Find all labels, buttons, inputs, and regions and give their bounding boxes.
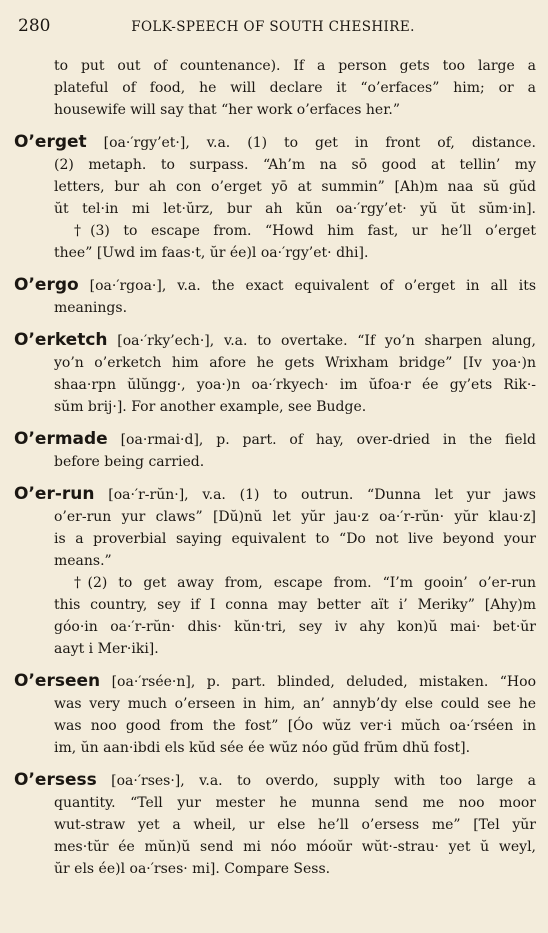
text-line: †(3) to escape from. “Howd him fast, ur he’ll o’erget xyxy=(74,223,536,239)
page-body xyxy=(14,55,536,890)
text-line: shaa·rpn ŭlŭngg·, yoa·)n oa·′rkyech· im ŭfoa·r ée gy’ets Rik·- xyxy=(54,377,536,393)
page-header xyxy=(18,16,528,42)
headword: O’ersess xyxy=(14,770,97,790)
text-line xyxy=(14,769,536,792)
text-line: wut-straw yet a wheil, ur else he’ll o’ersess me” [Tel yŭr xyxy=(54,817,536,833)
headword: O’ermade xyxy=(14,429,108,449)
text-line: was very much o’erseen in him, an’ annyb’dy else could see he xyxy=(54,696,536,712)
running-title: FOLK-SPEECH OF SOUTH CHESHIRE. xyxy=(131,19,415,35)
entry-text: [oa·′rky’ech·], v.a. to overtake. “If yo’n sharpen alung, xyxy=(117,333,537,349)
text-line: thee” [Uwd im faas·t, ŭr ée)l oa·′rgy’et· dhi]. xyxy=(54,245,369,261)
text-line: housewife will say that “her work o’erfaces her.” xyxy=(54,102,400,118)
text-line: was noo good from the fost” [Óo wŭz ver·i mŭch oa·′rséen in xyxy=(54,718,536,734)
headword: O’erseen xyxy=(14,671,101,691)
entry-text: [oa·′rses·], v.a. to overdo, supply with too large a xyxy=(111,773,536,789)
text-line: plateful of food, he will declare it “o’erfaces” him; or a xyxy=(54,80,536,96)
text-line: this country, sey if I conna may better aït i’ Meriky” [Ahy)m xyxy=(54,597,536,613)
text-line: means.” xyxy=(54,553,112,569)
text-line: letters, bur ah con o’erget yō at summin” [Ah)m naa sŭ gŭd xyxy=(54,179,536,195)
text-line xyxy=(14,131,536,154)
headword: O’ergo xyxy=(14,275,79,295)
entry-text: [oa·′rgy’et·], v.a. (1) to get in front of, distance. xyxy=(103,135,537,151)
entry-text: [oa·′r-rŭn·], v.a. (1) to outrun. “Dunna let yur jaws xyxy=(108,487,536,503)
entry-text: [oa·rmai·d], p. part. of hay, over-dried in the field xyxy=(120,432,537,448)
text-line: is a proverbial saying equivalent to “Do not live beyond your xyxy=(54,531,536,547)
text-line: mes·tŭr ée mŭn)ŭ send mi nóo móoŭr wŭt·-strau· yet ŭ weyl, xyxy=(54,839,536,855)
dictionary-entry xyxy=(14,483,536,660)
headword: O’erketch xyxy=(14,330,108,350)
text-line xyxy=(14,274,536,297)
text-line: (2) metaph. to surpass. “Ah’m na sō good at tellin’ my xyxy=(54,157,536,173)
continuation-paragraph xyxy=(14,55,536,121)
text-line: quantity. “Tell yur mester he munna send me noo moor xyxy=(54,795,536,811)
headword: O’erget xyxy=(14,132,87,152)
text-line: ŭt tel·in mi let·ŭrz, bur ah kŭn oa·′rgy’et· yŭ ŭt sŭm·in]. xyxy=(54,201,536,217)
text-line: aayt i Mer·iki]. xyxy=(54,641,159,657)
text-line: before being carried. xyxy=(54,454,205,470)
entry-text: [oa·′rsée·n], p. part. blinded, deluded, mistaken. “Hoo xyxy=(111,674,536,690)
dictionary-entry xyxy=(14,329,536,418)
text-line: im, ŭn aan·ibdi els kŭd sée ée wŭz nóo gŭd frŭm dhŭ fost]. xyxy=(54,740,471,756)
text-line: ŭr els ée)l oa·′rses· mi]. Compare Sess. xyxy=(54,861,331,877)
text-line: to put out of countenance). If a person gets too large a xyxy=(54,58,536,74)
dictionary-entry xyxy=(14,769,536,880)
text-line xyxy=(14,329,536,352)
dictionary-entry xyxy=(14,131,536,264)
dictionary-entry xyxy=(14,274,536,319)
text-line: meanings. xyxy=(54,300,128,316)
dictionary-entry xyxy=(14,670,536,759)
text-line: góo·in oa·′r-rŭn· dhis· kŭn·tri, sey iv ahy kon)ŭ mai· bet·ŭr xyxy=(54,619,536,635)
text-line: yo’n o’erketch him afore he gets Wrixham bridge” [Iv yoa·)n xyxy=(54,355,536,371)
text-line: o’er-run yur claws” [Dŭ)nŭ let yŭr jau·z oa·′r-rŭn· yŭr klau·z] xyxy=(54,509,536,525)
dictionary-entry xyxy=(14,428,536,473)
page-number: 280 xyxy=(18,16,51,36)
text-line xyxy=(14,670,536,693)
entry-text: [oa·′rgoa·], v.a. the exact equivalent of o’erget in all its xyxy=(89,278,537,294)
headword: O’er-run xyxy=(14,484,95,504)
text-line: sŭm brij·]. For another example, see Budge. xyxy=(54,399,367,415)
text-line xyxy=(14,483,536,506)
text-line xyxy=(14,428,536,451)
text-line: †(2) to get away from, escape from. “I’m gooin’ o’er-run xyxy=(74,575,536,591)
